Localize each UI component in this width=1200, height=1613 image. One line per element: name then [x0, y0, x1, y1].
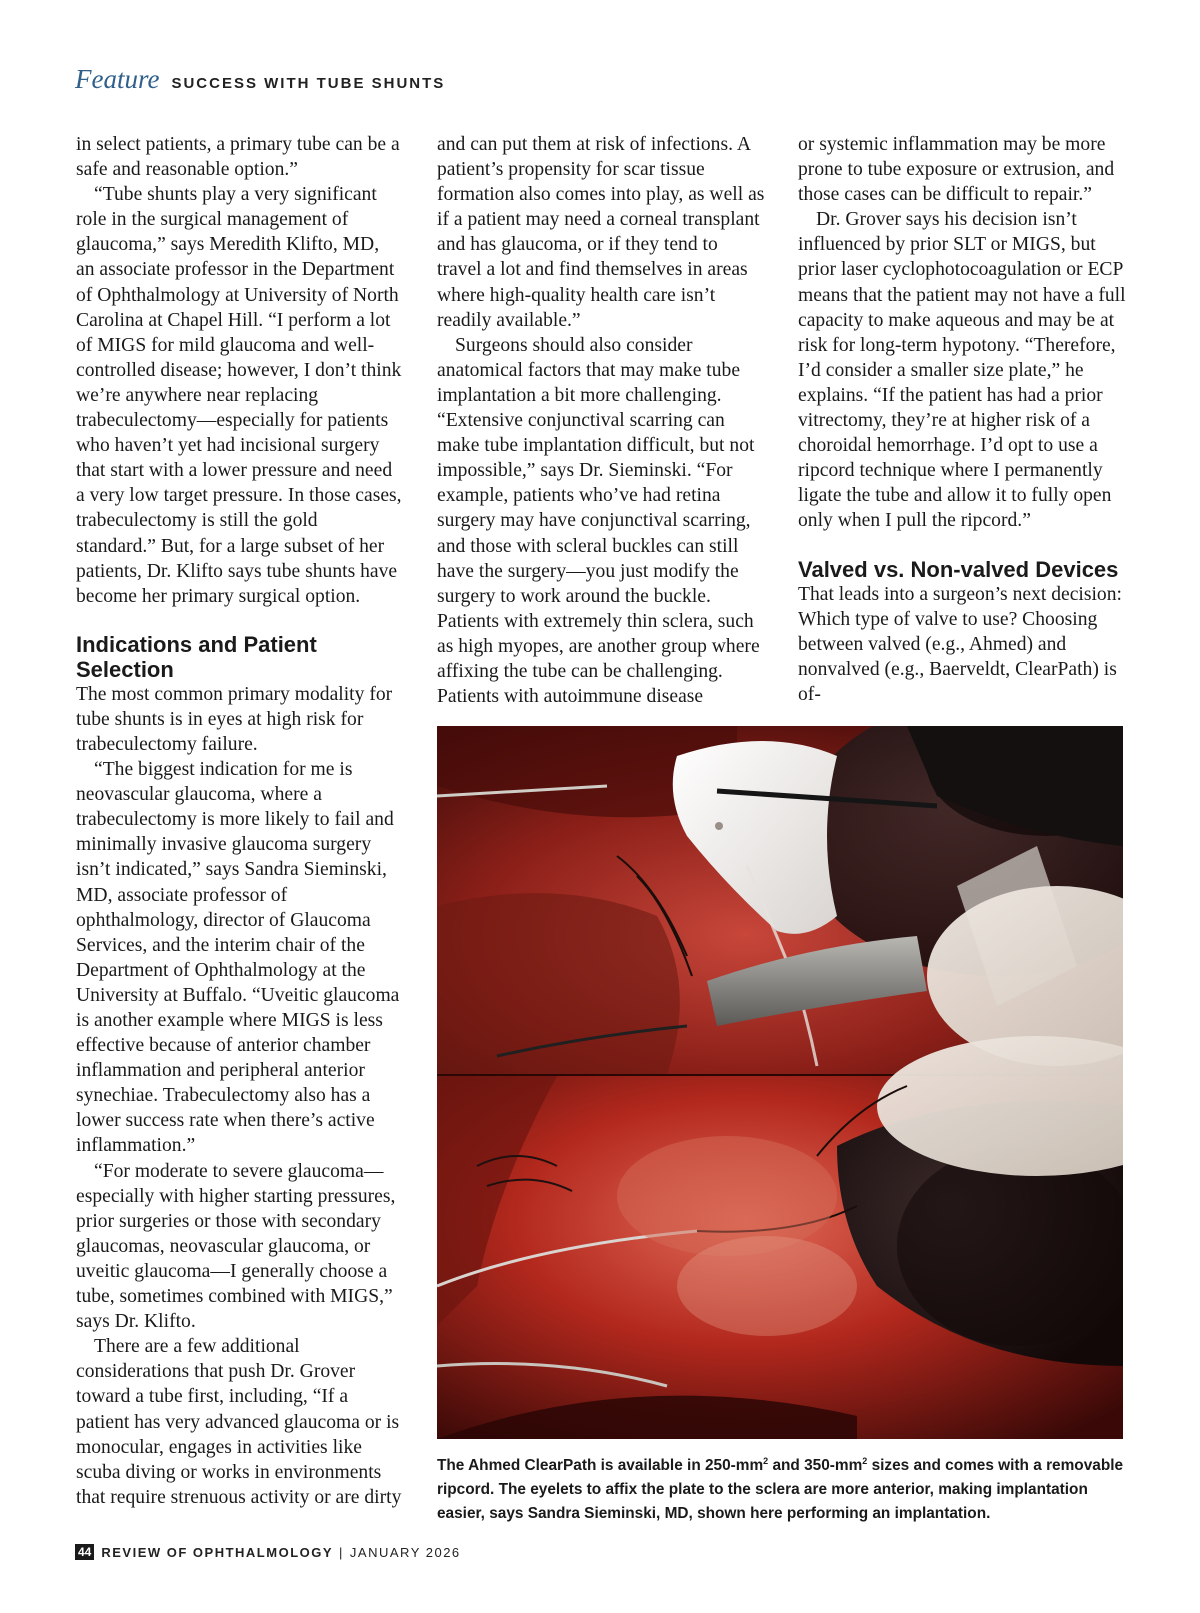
issue-date: JANUARY 2026	[349, 1544, 461, 1560]
paragraph: Dr. Grover says his decision isn’t influenced by prior SLT or MIGS, but prior laser cyclophotocoagulation or ECP means that the patient may not have a full capacity to make aqueous and may be at risk for long-term hypotony. “Therefore, I’d consider a smaller size plate,” he explains. “If the patient has had a prior vitrectomy, they’re at higher risk of a choroidal hemorrhage. I’d opt to use a ripcord technique where I permanently ligate the tube and allow it to fully open only when I pull the ripcord.”	[798, 209, 1126, 532]
paragraph: The most common primary modality for tube shunts is in eyes at high risk for trabeculectomy failure.	[76, 683, 393, 755]
running-head	[75, 64, 445, 100]
photo-caption	[437, 1449, 1127, 1526]
page-number: 44	[75, 1544, 94, 1560]
publication-name: REVIEW OF OPHTHALMOLOGY	[101, 1544, 334, 1560]
subhead-indications: Indications and Patient Selection	[76, 631, 317, 682]
paragraph: There are a few additional considerations that push Dr. Grover toward a tube first, including, “If a patient has very advanced glaucoma or is monocular, engages in activities like scuba diving or works in environments that require strenuous activity or are dirty	[76, 1336, 402, 1508]
subhead-valved-devices: Valved vs. Non-valved Devices	[798, 556, 1119, 582]
feature-label: Feature	[75, 64, 160, 94]
page-footer	[75, 1542, 461, 1562]
paragraph: That leads into a surgeon’s next decision: Which type of valve to use? Choosing between valved (e.g., Ahmed) and nonvalved (e.g., Baerveldt, ClearPath) is of-	[798, 583, 1122, 705]
paragraph: in select patients, a primary tube can be a safe and reasonable option.”	[76, 134, 400, 181]
surgery-photo	[437, 726, 1123, 1439]
paragraph: “The biggest indication for me is neovascular glaucoma, where a trabeculectomy is more likely to fail and minimally invasive glaucoma surgery isn’t indicated,” says Sandra Sieminski, MD, associate professor of ophthalmology, director of Glaucoma Services, and the interim chair of the Department of Ophthalmology at the University at Buffalo. “Uveitic glaucoma is another example where MIGS is less effective because of anterior chamber inflammation and peripheral anterior synechiae. Trabeculectomy also has a lower success rate when there’s active inflammation.”	[76, 759, 400, 1157]
footer-separator: |	[339, 1544, 344, 1560]
paragraph: or systemic inflammation may be more prone to tube exposure or extrusion, and those cases can be difficult to repair.”	[798, 134, 1115, 206]
paragraph: and can put them at risk of infections. A patient’s propensity for scar tissue formation also comes into play, as well as if a patient may need a corneal transplant and has glaucoma, or if they tend to travel a lot and find themselves in areas where high-quality health care isn’t readily available.”	[437, 134, 765, 331]
caption-text: and 350-mm	[768, 1457, 863, 1475]
paragraph: “Tube shunts play a very significant role in the surgical management of glaucoma,” says Meredith Klifto, MD, an associate professor in the Department of Ophthalmology at University of North Carolina at Chapel Hill. “I perform a lot of MIGS for mild glaucoma and well-controlled disease; however, I don’t think we’re anywhere near replacing trabeculectomy—especially for patients who haven’t yet had incisional surgery that start with a lower pressure and need a very low target pressure. In those cases, trabeculectomy is still the gold standard.” But, for a large subset of her patients, Dr. Klifto says tube shunts have become her primary surgical option.	[76, 184, 402, 607]
article-column-3	[798, 132, 1128, 707]
paragraph: Surgeons should also consider anatomical factors that may make tube implantation a bit more challenging. “Extensive conjunctival scarring can make tube implantation difficult, but not impossible,” says Dr. Sieminski. “For example, patients who’ve had retina surgery may have conjunctival scarring, and those with scleral buckles can still have the surgery—you just modify the surgery to work around the buckle. Patients with extremely thin sclera, such as high myopes, are another group where affixing the tube can be challenging. Patients with autoimmune disease	[437, 334, 760, 708]
caption-superscript: 2	[862, 1456, 868, 1466]
caption-text: sizes and comes with a removable ripcord. The eyelets to affix the plate to the sclera are more anterior, making implantation easier, says Sandra Sieminski, MD, shown here performing an implantation.	[437, 1457, 1124, 1523]
article-column-2	[437, 132, 767, 709]
caption-superscript: 2	[763, 1456, 769, 1466]
section-title: SUCCESS WITH TUBE SHUNTS	[171, 75, 446, 92]
paragraph: “For moderate to severe glaucoma—especially with higher starting pressures, prior surgeries or those with secondary glaucomas, neovascular glaucoma, or uveitic glaucoma—I generally choose a tube, sometimes combined with MIGS,” says Dr. Klifto.	[76, 1160, 396, 1333]
caption-text: The Ahmed ClearPath is available in 250-mm	[437, 1457, 764, 1475]
article-column-1	[76, 132, 402, 1510]
